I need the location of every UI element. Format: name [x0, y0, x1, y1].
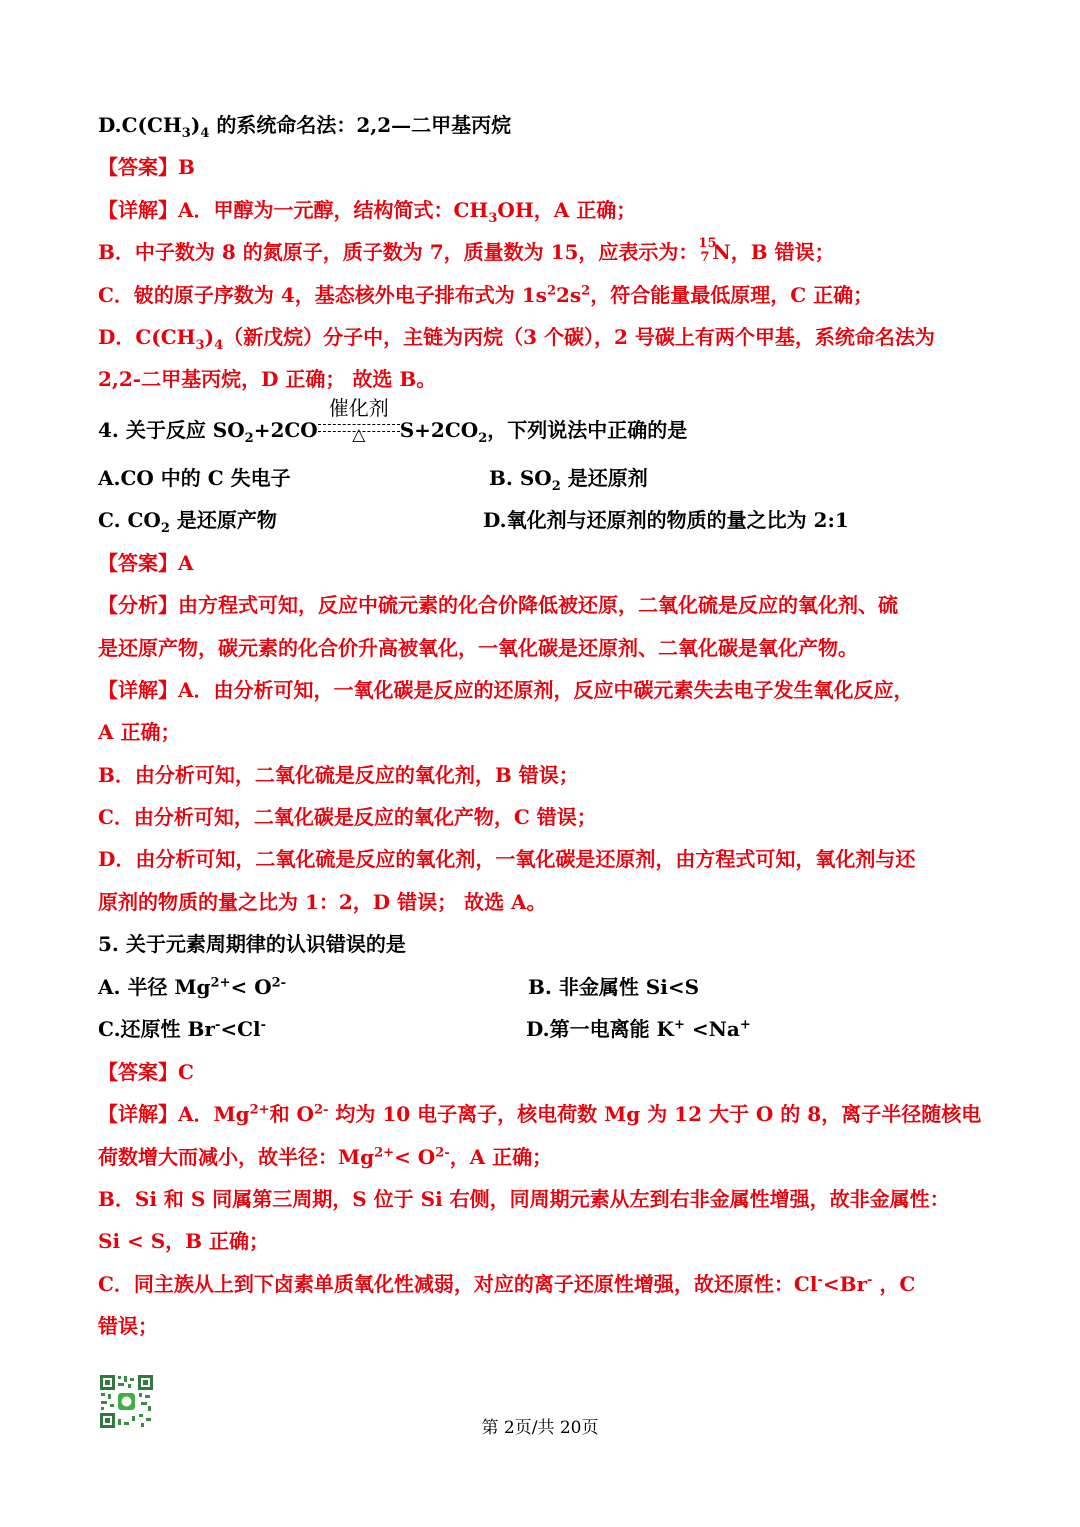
q5-option-d: D.第一电离能 K+ <Na+	[526, 1017, 751, 1041]
q4-option-a: A.CO 中的 C 失电子	[98, 466, 291, 490]
q4-detail-4: C．由分析可知，二氧化碳是反应的氧化产物，C 错误；	[98, 805, 597, 829]
q4-answer: 【答案】A	[98, 551, 194, 575]
q3-detail-d-line2: 2,2-二甲基丙烷，D 正确； 故选 B。	[98, 367, 437, 391]
q4-analysis-2: 是还原产物，碳元素的化合价升高被氧化，一氧化碳是还原剂、二氧化碳是氧化产物。	[98, 636, 858, 660]
q5-detail-c-1: C．同主族从上到下卤素单质氧化性减弱，对应的离子还原性增强，故还原性：Cl-<Br- ，C	[98, 1272, 916, 1296]
nuclide-notation: 15 7	[698, 236, 717, 265]
q4-option-c: C. $CO_2$ 是还原产物	[98, 508, 277, 536]
q4-detail-2: A 正确；	[98, 720, 181, 744]
q4-detail-6: 原剂的物质的量之比为 1：2，D 错误； 故选 A。	[98, 890, 547, 914]
q4-option-b: B. $SO_2$ 是还原剂	[489, 466, 648, 494]
q5-detail-a-2: 荷数增大而减小，故半径：$Mg^{2+}< O^{2-}$，A 正确；	[98, 1145, 553, 1169]
q4-detail-1: 【详解】A．由分析可知，一氧化碳是反应的还原剂，反应中碳元素失去电子发生氧化反应，	[98, 678, 914, 702]
q5-option-b: B. 非金属性 Si<S	[528, 975, 700, 999]
page-footer: 第 2页/共 20页	[481, 1418, 599, 1438]
q5-detail-c-2: 错误；	[98, 1314, 158, 1338]
q3-detail-a: 【详解】A．甲醇为一元醇，结构简式：$CH_3OH$，A 正确；	[98, 198, 637, 226]
q3-detail-c: C．铍的原子序数为 4，基态核外电子排布式为 $1s^22s^2$，符合能量最低原理，C 正确；	[98, 283, 874, 307]
q5-detail-b-2: Si < S，B 正确；	[98, 1229, 270, 1253]
q4-analysis-1: 【分析】由方程式可知，反应中硫元素的化合价降低被还原，二氧化硫是反应的氧化剂、硫	[98, 593, 898, 617]
q5-detail-b-1: B．Si 和 S 同属第三周期，S 位于 Si 右侧，同周期元素从左到右非金属性增强，故非金属性：	[98, 1187, 950, 1211]
q5-answer: 【答案】C	[98, 1060, 194, 1084]
q4-option-d: D.氧化剂与还原剂的物质的量之比为 2:1	[483, 508, 849, 532]
q4-detail-3: B．由分析可知，二氧化硫是反应的氧化剂，B 错误；	[98, 763, 579, 787]
q3-answer: 【答案】B	[98, 155, 195, 179]
q5-stem: 5. 关于元素周期律的认识错误的是	[98, 932, 406, 956]
q3-detail-d-line1: D．$C(CH_3)_4$（新戊烷）分子中，主链为丙烷（3 个碳），2 号碳上有两个甲基，系统命名法为	[98, 325, 935, 353]
q3-option-d: $D.C(CH_3)_4$ 的系统命名法：2,2—二甲基丙烷	[98, 113, 512, 141]
q4-detail-5: D．由分析可知，二氧化硫是反应的氧化剂，一氧化碳是还原剂，由方程式可知，氧化剂与还	[98, 847, 916, 871]
q5-option-a: A. 半径 $Mg^{2+}< O^{2-}$	[98, 975, 287, 999]
q5-option-c: C.还原性 Br-<Cl-	[98, 1017, 267, 1041]
reaction-condition: 催化剂 △	[318, 417, 400, 437]
q4-stem: 4. 关于反应 $SO_2+2CO$ 催化剂 △ $S+2CO_2$，下列说法中正确的是	[98, 396, 688, 446]
q3-detail-b: B．中子数为 8 的氮原子，质子数为 7，质量数为 15，应表示为： 15 7 N，B 错误；	[98, 236, 835, 265]
q5-detail-a-1: 【详解】A．$Mg^{2+}$和 $O^{2-}$ 均为 10 电子离子，核电荷数 Mg 为 12 大于 O 的 8，离子半径随核电	[98, 1102, 982, 1126]
